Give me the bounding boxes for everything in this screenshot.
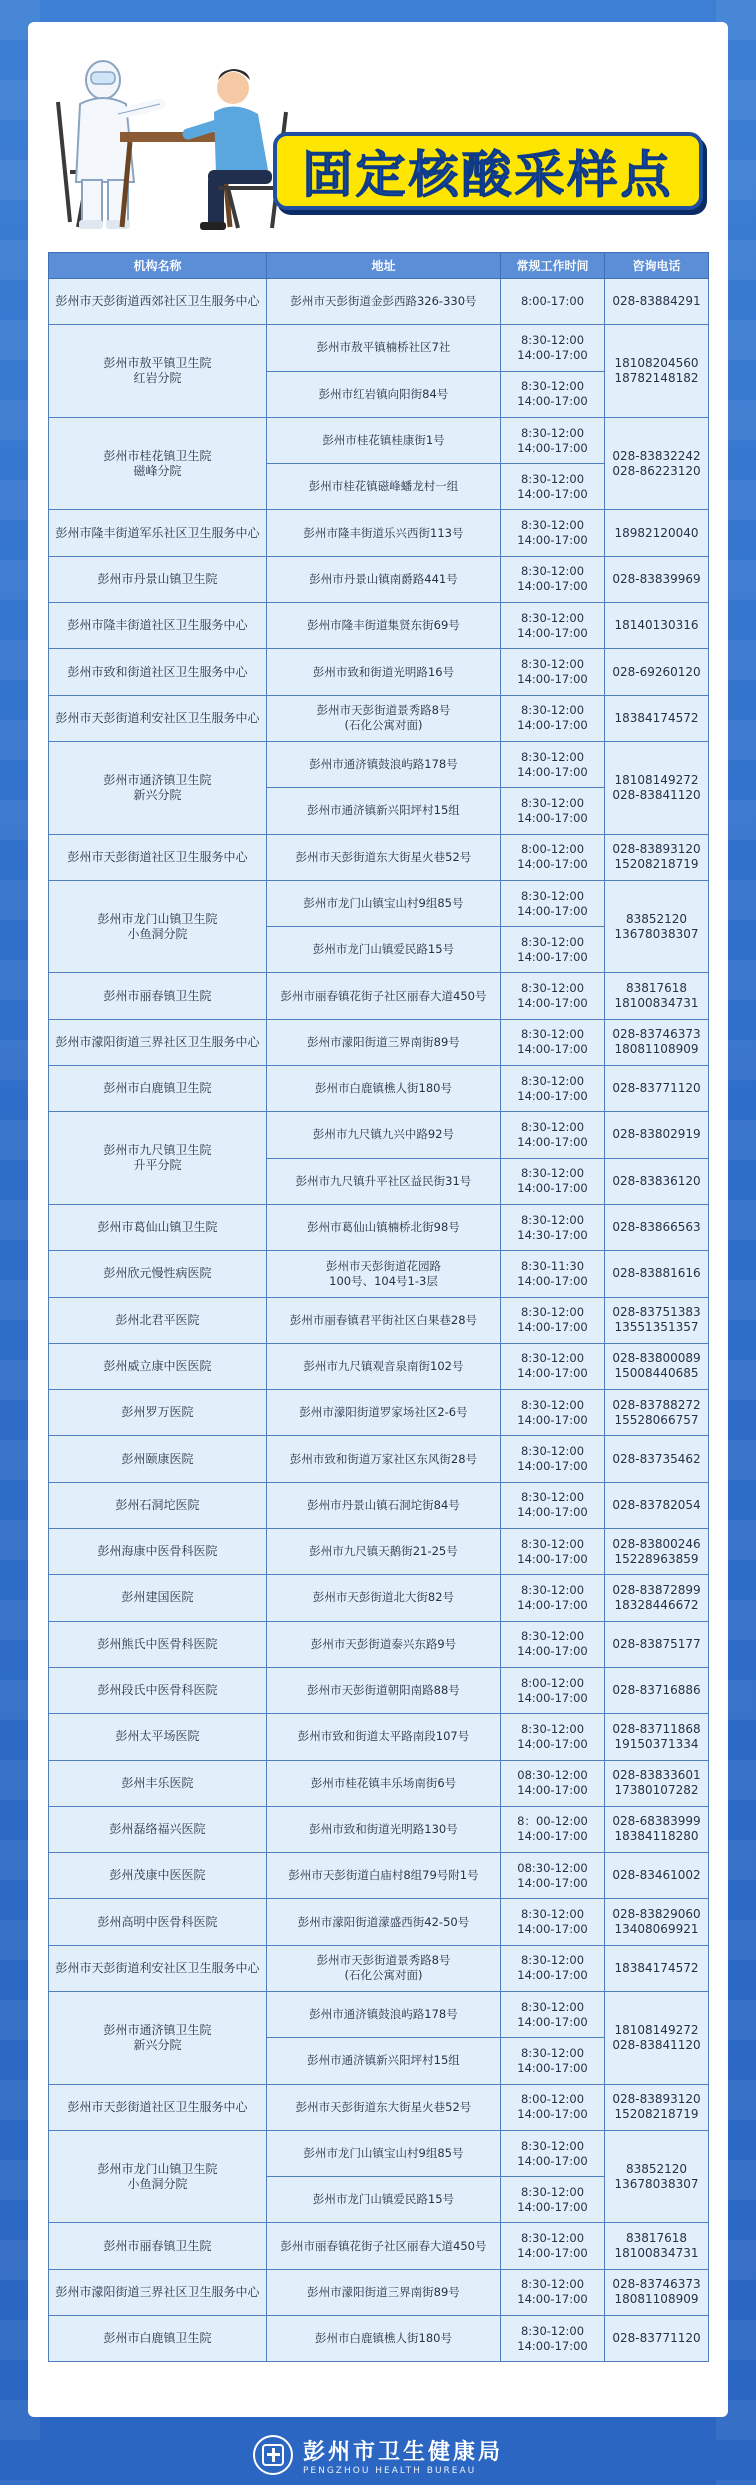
hours-cell: 8:30-12:00 14:00-17:00 [501, 1621, 605, 1667]
hours-cell: 8:30-12:00 14:00-17:00 [501, 1019, 605, 1065]
hours-cell: 8:00-12:00 14:00-17:00 [501, 834, 605, 880]
phone-cell: 028-83735462 [605, 1436, 709, 1482]
phone-cell: 028-83836120 [605, 1158, 709, 1204]
address-cell: 彭州市天彭街道白庙村8组79号附1号 [267, 1853, 501, 1899]
org-name-cell: 彭州市桂花镇卫生院 磁峰分院 [49, 417, 267, 510]
address-cell: 彭州市九尺镇九兴中路92号 [267, 1112, 501, 1158]
hours-cell: 8:30-12:00 14:00-17:00 [501, 1575, 605, 1621]
address-cell: 彭州市天彭街道朝阳南路88号 [267, 1667, 501, 1713]
hours-cell: 08:30-12:00 14:00-17:00 [501, 1853, 605, 1899]
phone-cell: 18140130316 [605, 603, 709, 649]
page-title: 固定核酸采样点 [302, 146, 674, 204]
table-row [49, 1066, 709, 1112]
hours-cell: 8:30-12:00 14:00-17:00 [501, 2130, 605, 2176]
table-row [49, 1806, 709, 1852]
phone-cell: 83852120 13678038307 [605, 2130, 709, 2223]
address-cell: 彭州市丹景山镇南爵路441号 [267, 556, 501, 602]
org-name-cell: 彭州市濛阳街道三界社区卫生服务中心 [49, 1019, 267, 1065]
table-row [49, 2269, 709, 2315]
hours-cell: 8:30-12:00 14:00-17:00 [501, 2269, 605, 2315]
org-name-cell: 彭州市丹景山镇卫生院 [49, 556, 267, 602]
phone-cell: 83852120 13678038307 [605, 880, 709, 973]
org-name-cell: 彭州丰乐医院 [49, 1760, 267, 1806]
org-name-cell: 彭州市龙门山镇卫生院 小鱼洞分院 [49, 2130, 267, 2223]
address-cell: 彭州市天彭街道东大街星火巷52号 [267, 834, 501, 880]
address-cell: 彭州市隆丰街道集贤东街69号 [267, 603, 501, 649]
table-row [49, 1853, 709, 1899]
table-row [49, 1343, 709, 1389]
org-name-cell: 彭州市天彭街道利安社区卫生服务中心 [49, 695, 267, 741]
org-name-cell: 彭州市九尺镇卫生院 升平分院 [49, 1112, 267, 1205]
org-name-cell: 彭州熊氏中医骨科医院 [49, 1621, 267, 1667]
phone-cell: 028-69260120 [605, 649, 709, 695]
table-row [49, 741, 709, 787]
hours-cell: 8:30-12:00 14:00-17:00 [501, 603, 605, 649]
hours-cell: 8:30-12:00 14:00-17:00 [501, 556, 605, 602]
address-cell: 彭州市通济镇鼓浪屿路178号 [267, 741, 501, 787]
hours-cell: 8:30-12:00 14:00-17:00 [501, 1297, 605, 1343]
nucleic-acid-sampling-illustration [48, 42, 308, 242]
phone-cell: 028-83746373 18081108909 [605, 2269, 709, 2315]
org-name-cell: 彭州市丽春镇卫生院 [49, 973, 267, 1019]
phone-cell: 18384174572 [605, 695, 709, 741]
address-cell: 彭州市濛阳街道三界南街89号 [267, 2269, 501, 2315]
hours-cell: 8:30-12:00 14:00-17:00 [501, 1066, 605, 1112]
org-name-cell: 彭州市天彭街道社区卫生服务中心 [49, 834, 267, 880]
org-name-cell: 彭州市葛仙山镇卫生院 [49, 1204, 267, 1250]
address-cell: 彭州市天彭街道景秀路8号 (石化公寓对面) [267, 1945, 501, 1991]
org-name-cell: 彭州罗万医院 [49, 1390, 267, 1436]
address-cell: 彭州市丽春镇花街子社区丽春大道450号 [267, 973, 501, 1019]
table-row [49, 1019, 709, 1065]
table-row [49, 1390, 709, 1436]
phone-cell: 18108204560 18782148182 [605, 325, 709, 418]
hours-cell: 8:30-12:00 14:00-17:00 [501, 464, 605, 510]
org-name-cell: 彭州石洞坨医院 [49, 1482, 267, 1528]
table-row [49, 1991, 709, 2037]
phone-cell: 028-83461002 [605, 1853, 709, 1899]
table-row [49, 279, 709, 325]
table-row [49, 417, 709, 463]
table-row [49, 1714, 709, 1760]
address-cell: 彭州市龙门山镇爱民路15号 [267, 927, 501, 973]
address-cell: 彭州市致和街道万家社区东风街28号 [267, 1436, 501, 1482]
hours-cell: 8:30-12:00 14:00-17:00 [501, 649, 605, 695]
table-row [49, 510, 709, 556]
address-cell: 彭州市九尺镇升平社区益民街31号 [267, 1158, 501, 1204]
table-row [49, 2223, 709, 2269]
hours-cell: 8:30-12:00 14:00-17:00 [501, 1436, 605, 1482]
table-row [49, 556, 709, 602]
hours-cell: 8:30-12:00 14:00-17:00 [501, 880, 605, 926]
address-cell: 彭州市桂花镇桂康街1号 [267, 417, 501, 463]
phone-cell: 028-83711868 19150371334 [605, 1714, 709, 1760]
hours-cell: 8:00-12:00 14:00-17:00 [501, 1667, 605, 1713]
hours-cell: 08:30-12:00 14:00-17:00 [501, 1760, 605, 1806]
org-name-cell: 彭州威立康中医医院 [49, 1343, 267, 1389]
table-row [49, 1251, 709, 1297]
table-row [49, 1760, 709, 1806]
address-cell: 彭州市桂花镇丰乐场南街6号 [267, 1760, 501, 1806]
org-name-cell: 彭州市濛阳街道三界社区卫生服务中心 [49, 2269, 267, 2315]
address-cell: 彭州市九尺镇天鹅街21-25号 [267, 1529, 501, 1575]
health-cross-logo-icon [253, 2435, 293, 2475]
org-name-cell: 彭州颐康医院 [49, 1436, 267, 1482]
phone-cell: 18384174572 [605, 1945, 709, 1991]
phone-cell: 028-83829060 13408069921 [605, 1899, 709, 1945]
address-cell: 彭州市龙门山镇宝山村9组85号 [267, 2130, 501, 2176]
address-cell: 彭州市红岩镇向阳街84号 [267, 371, 501, 417]
address-cell: 彭州市白鹿镇樵人街180号 [267, 1066, 501, 1112]
org-name-cell: 彭州市天彭街道西郊社区卫生服务中心 [49, 279, 267, 325]
table-row [49, 834, 709, 880]
table-row [49, 695, 709, 741]
org-name-cell: 彭州市白鹿镇卫生院 [49, 1066, 267, 1112]
hours-cell: 8:30-12:00 14:00-17:00 [501, 1945, 605, 1991]
address-cell: 彭州市丹景山镇石洞坨街84号 [267, 1482, 501, 1528]
phone-cell: 028-83802919 [605, 1112, 709, 1158]
bureau-name-en: PENGZHOU HEALTH BUREAU [302, 2465, 477, 2476]
phone-cell: 028-83788272 15528066757 [605, 1390, 709, 1436]
phone-cell: 83817618 18100834731 [605, 973, 709, 1019]
phone-cell: 028-83884291 [605, 279, 709, 325]
org-name-cell: 彭州市致和街道社区卫生服务中心 [49, 649, 267, 695]
table-row [49, 603, 709, 649]
table-row [49, 2084, 709, 2130]
hours-cell: 8:30-12:00 14:00-17:00 [501, 927, 605, 973]
org-name-cell: 彭州磊络福兴医院 [49, 1806, 267, 1852]
address-cell: 彭州市致和街道太平路南段107号 [267, 1714, 501, 1760]
address-column-header: 地址 [267, 253, 501, 279]
phone-cell: 028-83893120 15208218719 [605, 834, 709, 880]
address-cell: 彭州市通济镇新兴阳坪村15组 [267, 2038, 501, 2084]
hours-cell: 8:30-12:00 14:00-17:00 [501, 695, 605, 741]
phone-cell: 028-83746373 18081108909 [605, 1019, 709, 1065]
org-name-cell: 彭州市通济镇卫生院 新兴分院 [49, 1991, 267, 2084]
phone-column-header: 咨询电话 [605, 253, 709, 279]
hours-cell: 8:30-12:00 14:00-17:00 [501, 1991, 605, 2037]
org-name-cell: 彭州市通济镇卫生院 新兴分院 [49, 741, 267, 834]
phone-cell: 028-83800246 15228963859 [605, 1529, 709, 1575]
org-name-cell: 彭州市天彭街道利安社区卫生服务中心 [49, 1945, 267, 1991]
phone-cell: 028-83771120 [605, 2316, 709, 2362]
address-cell: 彭州市天彭街道北大街82号 [267, 1575, 501, 1621]
phone-cell: 028-83872899 18328446672 [605, 1575, 709, 1621]
hours-cell: 8:30-12:00 14:00-17:00 [501, 741, 605, 787]
table-row [49, 649, 709, 695]
hours-cell: 8:30-12:00 14:00-17:00 [501, 2223, 605, 2269]
hours-cell: 8:30-12:00 14:00-17:00 [501, 2177, 605, 2223]
poster-header [28, 22, 728, 240]
org-name-cell: 彭州段氏中医骨科医院 [49, 1667, 267, 1713]
hours-cell: 8:30-12:00 14:00-17:00 [501, 1112, 605, 1158]
hours-cell: 8:30-12:00 14:00-17:00 [501, 371, 605, 417]
title-banner [273, 132, 703, 210]
phone-cell: 18982120040 [605, 510, 709, 556]
hours-cell: 8:00-12:00 14:00-17:00 [501, 2084, 605, 2130]
table-row [49, 1575, 709, 1621]
hours-cell: 8:30-12:00 14:00-17:00 [501, 417, 605, 463]
table-row [49, 1112, 709, 1158]
org-column-header: 机构名称 [49, 253, 267, 279]
hours-cell: 8:30-12:00 14:00-17:00 [501, 1390, 605, 1436]
hours-cell: 8:00-17:00 [501, 279, 605, 325]
phone-cell: 028-83875177 [605, 1621, 709, 1667]
table-row [49, 2316, 709, 2362]
medical-worker-icon [76, 61, 160, 229]
address-cell: 彭州市天彭街道景秀路8号 (石化公寓对面) [267, 695, 501, 741]
org-name-cell: 彭州市隆丰街道军乐社区卫生服务中心 [49, 510, 267, 556]
phone-cell: 028-83866563 [605, 1204, 709, 1250]
table-row [49, 325, 709, 371]
hours-cell: 8:30-12:00 14:00-17:00 [501, 2316, 605, 2362]
address-cell: 彭州市致和街道光明路130号 [267, 1806, 501, 1852]
phone-cell: 028-83751383 13551351357 [605, 1297, 709, 1343]
org-name-cell: 彭州市龙门山镇卫生院 小鱼洞分院 [49, 880, 267, 973]
address-cell: 彭州市葛仙山镇楠桥北街98号 [267, 1204, 501, 1250]
hours-cell: 8:30-12:00 14:00-17:00 [501, 1529, 605, 1575]
phone-cell: 028-68383999 18384118280 [605, 1806, 709, 1852]
address-cell: 彭州市白鹿镇樵人街180号 [267, 2316, 501, 2362]
org-name-cell: 彭州高明中医骨科医院 [49, 1899, 267, 1945]
hours-cell: 8:30-12:00 14:00-17:00 [501, 2038, 605, 2084]
hours-cell: 8:30-12:00 14:00-17:00 [501, 1899, 605, 1945]
hours-cell: 8:30-12:00 14:00-17:00 [501, 325, 605, 371]
hours-cell: 8：00-12:00 14:00-17:00 [501, 1806, 605, 1852]
bureau-name: 彭州市卫生健康局 [302, 2439, 503, 2465]
table-row [49, 880, 709, 926]
hours-cell: 8:30-12:00 14:00-17:00 [501, 510, 605, 556]
org-name-cell: 彭州市敖平镇卫生院 红岩分院 [49, 325, 267, 418]
sampling-sites-table [48, 252, 709, 2362]
org-name-cell: 彭州欣元慢性病医院 [49, 1251, 267, 1297]
org-name-cell: 彭州茂康中医医院 [49, 1853, 267, 1899]
hours-cell: 8:30-12:00 14:00-17:00 [501, 973, 605, 1019]
table-header [49, 253, 709, 279]
hours-cell: 8:30-12:00 14:00-17:00 [501, 1482, 605, 1528]
phone-cell: 028-83833601 17380107282 [605, 1760, 709, 1806]
address-cell: 彭州市致和街道光明路16号 [267, 649, 501, 695]
hours-cell: 8:30-12:00 14:00-17:00 [501, 1714, 605, 1760]
address-cell: 彭州市濛阳街道濛盛西街42-50号 [267, 1899, 501, 1945]
hours-cell: 8:30-12:00 14:00-17:00 [501, 1343, 605, 1389]
phone-cell: 18108149272 028-83841120 [605, 741, 709, 834]
hours-cell: 8:30-12:00 14:00-17:00 [501, 788, 605, 834]
address-cell: 彭州市濛阳街道罗家场社区2-6号 [267, 1390, 501, 1436]
table-body [49, 279, 709, 2362]
table-row [49, 1899, 709, 1945]
table-row [49, 1204, 709, 1250]
address-cell: 彭州市龙门山镇宝山村9组85号 [267, 880, 501, 926]
org-name-cell: 彭州太平场医院 [49, 1714, 267, 1760]
org-name-cell: 彭州市隆丰街道社区卫生服务中心 [49, 603, 267, 649]
phone-cell: 028-83881616 [605, 1251, 709, 1297]
address-cell: 彭州市通济镇新兴阳坪村15组 [267, 788, 501, 834]
address-cell: 彭州市天彭街道泰兴东路9号 [267, 1621, 501, 1667]
poster-panel [28, 22, 728, 2417]
address-cell: 彭州市通济镇鼓浪屿路178号 [267, 1991, 501, 2037]
phone-cell: 18108149272 028-83841120 [605, 1991, 709, 2084]
table-row [49, 2130, 709, 2176]
phone-cell: 83817618 18100834731 [605, 2223, 709, 2269]
org-name-cell: 彭州市白鹿镇卫生院 [49, 2316, 267, 2362]
phone-cell: 028-83893120 15208218719 [605, 2084, 709, 2130]
address-cell: 彭州市濛阳街道三界南街89号 [267, 1019, 501, 1065]
table-row [49, 1945, 709, 1991]
footer [0, 2430, 756, 2480]
hours-cell: 8:30-12:00 14:00-17:00 [501, 1158, 605, 1204]
phone-cell: 028-83771120 [605, 1066, 709, 1112]
hours-cell: 8:30-11:30 14:00-17:00 [501, 1251, 605, 1297]
org-name-cell: 彭州海康中医骨科医院 [49, 1529, 267, 1575]
address-cell: 彭州市天彭街道花园路 100号、104号1-3层 [267, 1251, 501, 1297]
phone-cell: 028-83800089 15008440685 [605, 1343, 709, 1389]
table-row [49, 1297, 709, 1343]
table-row [49, 1482, 709, 1528]
phone-cell: 028-83716886 [605, 1667, 709, 1713]
hours-column-header: 常规工作时间 [501, 253, 605, 279]
table-row [49, 1621, 709, 1667]
address-cell: 彭州市桂花镇磁峰蟠龙村一组 [267, 464, 501, 510]
table-row [49, 1667, 709, 1713]
address-cell: 彭州市天彭街道金彭西路326-330号 [267, 279, 501, 325]
org-name-cell: 彭州建国医院 [49, 1575, 267, 1621]
phone-cell: 028-83839969 [605, 556, 709, 602]
phone-cell: 028-83832242 028-86223120 [605, 417, 709, 510]
org-name-cell: 彭州市天彭街道社区卫生服务中心 [49, 2084, 267, 2130]
org-name-cell: 彭州北君平医院 [49, 1297, 267, 1343]
footer-text [303, 2435, 503, 2476]
address-cell: 彭州市九尺镇观音泉南街102号 [267, 1343, 501, 1389]
address-cell: 彭州市敖平镇楠桥社区7社 [267, 325, 501, 371]
address-cell: 彭州市丽春镇君平街社区白果巷28号 [267, 1297, 501, 1343]
address-cell: 彭州市天彭街道东大街星火巷52号 [267, 2084, 501, 2130]
phone-cell: 028-83782054 [605, 1482, 709, 1528]
hours-cell: 8:30-12:00 14:30-17:00 [501, 1204, 605, 1250]
table-row [49, 1529, 709, 1575]
table-row [49, 1436, 709, 1482]
address-cell: 彭州市龙门山镇爱民路15号 [267, 2177, 501, 2223]
address-cell: 彭州市丽春镇花街子社区丽春大道450号 [267, 2223, 501, 2269]
address-cell: 彭州市隆丰街道乐兴西街113号 [267, 510, 501, 556]
org-name-cell: 彭州市丽春镇卫生院 [49, 2223, 267, 2269]
table-row [49, 973, 709, 1019]
